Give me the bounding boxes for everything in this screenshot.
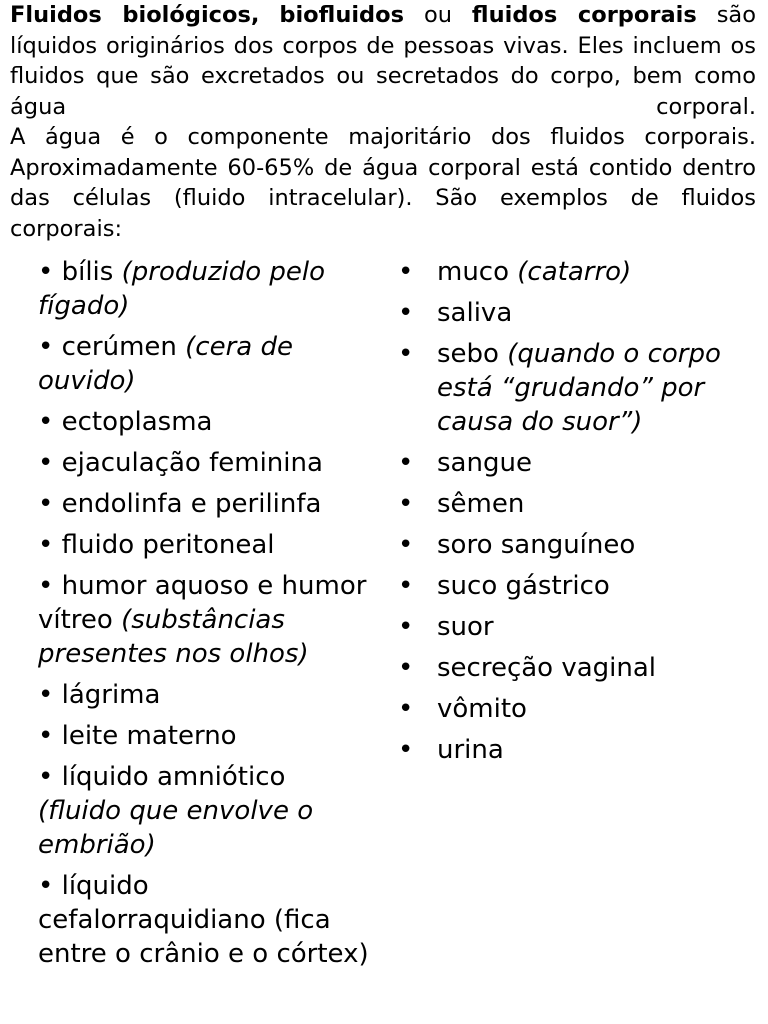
- bullet: •: [398, 339, 414, 369]
- bullet: •: [398, 735, 414, 765]
- list-item: [38, 678, 373, 712]
- bullet: •: [398, 489, 414, 519]
- fluid-name: suor: [437, 612, 494, 642]
- fluid-name: leite materno: [61, 721, 237, 751]
- fluid-name: sêmen: [437, 489, 525, 519]
- bullet: •: [38, 571, 62, 601]
- fluid-name: saliva: [437, 298, 513, 328]
- fluid-name: suco gástrico: [437, 571, 610, 601]
- list-item: [38, 569, 373, 671]
- bullet: •: [38, 332, 62, 362]
- fluid-note: (catarro): [509, 257, 632, 287]
- fluid-name: lágrima: [61, 680, 161, 710]
- fluid-name: líquido cefalorraquidiano (fica entre o crânio e o córtex): [38, 871, 369, 969]
- intro-connector: ou: [404, 2, 472, 28]
- fluid-name: sangue: [437, 448, 532, 478]
- intro-paragraph: [10, 0, 756, 244]
- fluid-list-right: [398, 255, 758, 774]
- list-item: [38, 528, 373, 562]
- fluid-name: ectoplasma: [61, 407, 213, 437]
- list-item: [38, 405, 373, 439]
- list-item: [398, 528, 758, 562]
- fluid-name: soro sanguíneo: [437, 530, 636, 560]
- bullet: •: [38, 680, 62, 710]
- bullet: •: [398, 694, 414, 724]
- fluid-list-left: [38, 255, 373, 978]
- bullet: •: [38, 871, 62, 901]
- bullet: •: [38, 257, 62, 287]
- list-item: [398, 569, 758, 603]
- list-item: [38, 719, 373, 753]
- fluid-name: secreção vaginal: [437, 653, 657, 683]
- list-item: [38, 487, 373, 521]
- list-item: [38, 869, 373, 971]
- list-item: [398, 610, 758, 644]
- intro-term-biological-fluids: Fluidos biológicos,: [10, 2, 260, 28]
- fluid-name: sebo: [437, 339, 499, 369]
- fluid-name: muco: [437, 257, 510, 287]
- bullet: •: [398, 298, 414, 328]
- list-item: [398, 651, 758, 685]
- fluid-name: cerúmen: [61, 332, 177, 362]
- fluid-name: humor aquoso e humor vítreo: [38, 571, 367, 635]
- bullet: •: [38, 489, 62, 519]
- list-item: [398, 337, 758, 439]
- fluid-note: (cera de ouvido): [38, 332, 293, 396]
- bullet: •: [38, 721, 62, 751]
- fluid-name: líquido amniótico: [61, 762, 286, 792]
- list-item: [38, 760, 373, 862]
- bullet: •: [398, 448, 414, 478]
- fluid-name: vômito: [437, 694, 527, 724]
- bullet: •: [38, 762, 62, 792]
- list-item: [398, 296, 758, 330]
- list-item: [398, 446, 758, 480]
- fluid-note: (fluido que envolve o embrião): [38, 796, 314, 860]
- list-item: [38, 330, 373, 398]
- list-item: [398, 733, 758, 767]
- list-item: [398, 692, 758, 726]
- bullet: •: [38, 530, 62, 560]
- fluid-note: (substâncias presentes nos olhos): [38, 605, 309, 669]
- bullet: •: [38, 448, 62, 478]
- bullet: •: [398, 653, 414, 683]
- list-item: [398, 487, 758, 521]
- list-item: [398, 255, 758, 289]
- bullet: •: [398, 612, 414, 642]
- intro-water-note: A água é o componente majoritário dos fluidos corporais. Aproximadamente 60-65% de água corporal está contido dentro das células (fluido intracelular). São exemplos de fluidos corporais:: [10, 124, 756, 242]
- intro-term-biofluids: biofluidos: [279, 2, 404, 28]
- fluid-note: (quando o corpo está “grudando” por causa do suor”): [437, 339, 721, 437]
- fluid-name: bílis: [61, 257, 114, 287]
- bullet: •: [398, 571, 414, 601]
- bullet: •: [398, 530, 414, 560]
- bullet: •: [38, 407, 62, 437]
- fluid-name: fluido peritoneal: [61, 530, 275, 560]
- fluid-name: endolinfa e perilinfa: [61, 489, 322, 519]
- fluid-note: (produzido pelo fígado): [38, 257, 326, 321]
- intro-term-body-fluids: fluidos corporais: [471, 2, 697, 28]
- fluid-name: ejaculação feminina: [61, 448, 323, 478]
- list-item: [38, 255, 373, 323]
- intro-definition: são líquidos originários dos corpos de pessoas vivas. Eles incluem os fluidos que são excretados ou secretados do corpo, bem como água corporal.: [10, 2, 756, 120]
- fluid-name: urina: [437, 735, 504, 765]
- list-item: [38, 446, 373, 480]
- bullet: •: [398, 257, 414, 287]
